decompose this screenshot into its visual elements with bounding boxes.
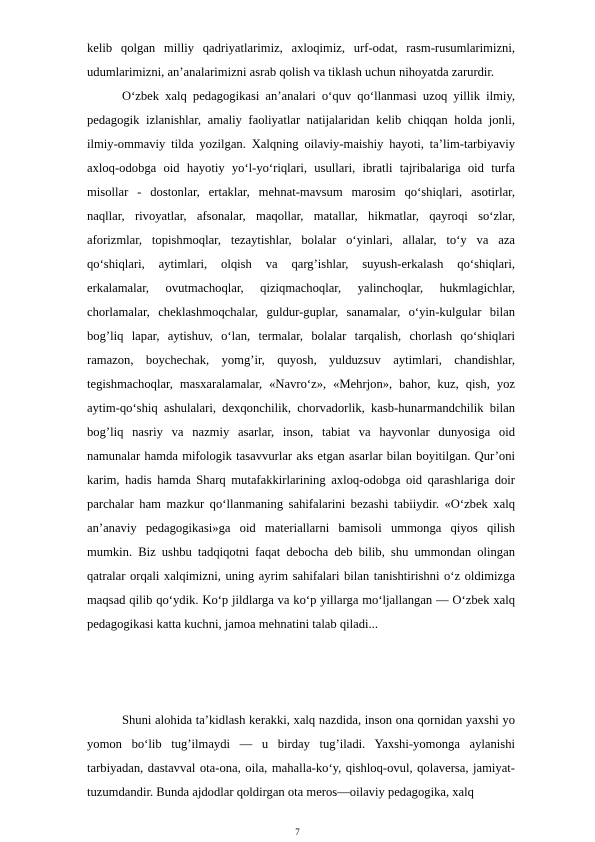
paragraph-final: Shuni alohida ta’kidlash kerakki, xalq nazdida, inson ona qornidan yaxshi yo yomon bo‘lib tug’ilmaydi — u birday tug’iladi. Yaxshi-yomonga aylanishi tarbiyadan, dastavval ota-ona, oila, mahalla-ko‘y, qishloq-ovul, qolaversa, jamiyat-tuzumdandir. Bunda ajdodlar qoldirgan ota meros—oilaviy pedagogika, xalq: [87, 713, 515, 799]
body-text-top: [87, 36, 515, 636]
paragraph-main: O‘zbek xalq pedagogikasi an’analari o‘quv qo‘llanmasi uzoq yillik ilmiy, pedagogik izlanishlar, amaliy faoliyatlar natijalaridan kelib chiqqan holda jonli, ilmiy-ommaviy tilda yozilgan. Xalqning oilaviy-maishiy hayoti, ta’lim-tarbiyaviy axloq-odobga oid hayotiy yo‘l-yo‘riqlari, usullari, ibratli tajribalariga oid turfa misollar - dostonlar, ertaklar, mehnat-mavsum marosim qo‘shiqlari, asotirlar, naqllar, rivoyatlar, afsonalar, maqollar, matallar, hikmatlar, qayroqi so‘zlar, aforizmlar, topishmoqlar, tezaytishlar, bolalar o‘yinlari, allalar, to‘y va aza qo‘shiqlari, aytimlari, olqish va qarg’ishlar, suyush-erkalash qo‘shiqlari, erkalamalar, ovutmachoqlar, qiziqmachoqlar, yalinchoqlar, hukmlagichlar, chorlamalar, cheklashmoqchalar, guldur-guplar, sanamalar, o‘yin-kulgular bilan bog’liq lapar, aytishuv, o‘lan, termalar, bolalar tarqalish, chorlash qo‘shiqlari ramazon, boychechak, yomg’ir, quyosh, yulduzsuv aytimlari, chandishlar, tegishmachoqlar, masxaralamalar, «Navro‘z», «Mehrjon», bahor, kuz, qish, yoz aytim-qo‘shiq ashulalari, dexqonchilik, chorvadorlik, kasb-hunarmandchilik bilan bog’liq nasriy va nazmiy asarlar, inson, tabiat va hayvonlar dunyosiga oid namunalar hamda mifologik tasavvurlar aks etgan asarlar bilan boyitilgan. Qur’oni karim, hadis hamda Sharq mutafakkirlarining axloq-odobga oid qarashlariga doir parchalar ham mazkur qo‘llanmaning sahifalarini bezashi tabiiydir. «O‘zbek xalq an’anaviy pedagogikasi»ga oid materiallarni bamisoli ummonga qiyos qilish mumkin. Biz ushbu tadqiqotni faqat debocha deb bilib, shu ummondan olingan qatralar orqali xalqimizni, uning ayrim sahifalari bilan tanishtirishni o‘z oldimizga maqsad qilib qo‘ydik. Ko‘p jildlarga va ko‘p yillarga mo‘ljallangan — O‘zbek xalq pedagogikasi katta kuchni, jamoa mehnatini talab qiladi...: [87, 89, 515, 631]
page-number: 7: [295, 827, 300, 837]
paragraph-continuation: kelib qolgan milliy qadriyatlarimiz, axloqimiz, urf-odat, rasm-rusumlarimizni, udumlarimizni, an’analarimizni asrab qolish va tiklash uchun nihoyatda zarurdir.: [87, 41, 515, 79]
body-text-bottom: [87, 708, 515, 804]
